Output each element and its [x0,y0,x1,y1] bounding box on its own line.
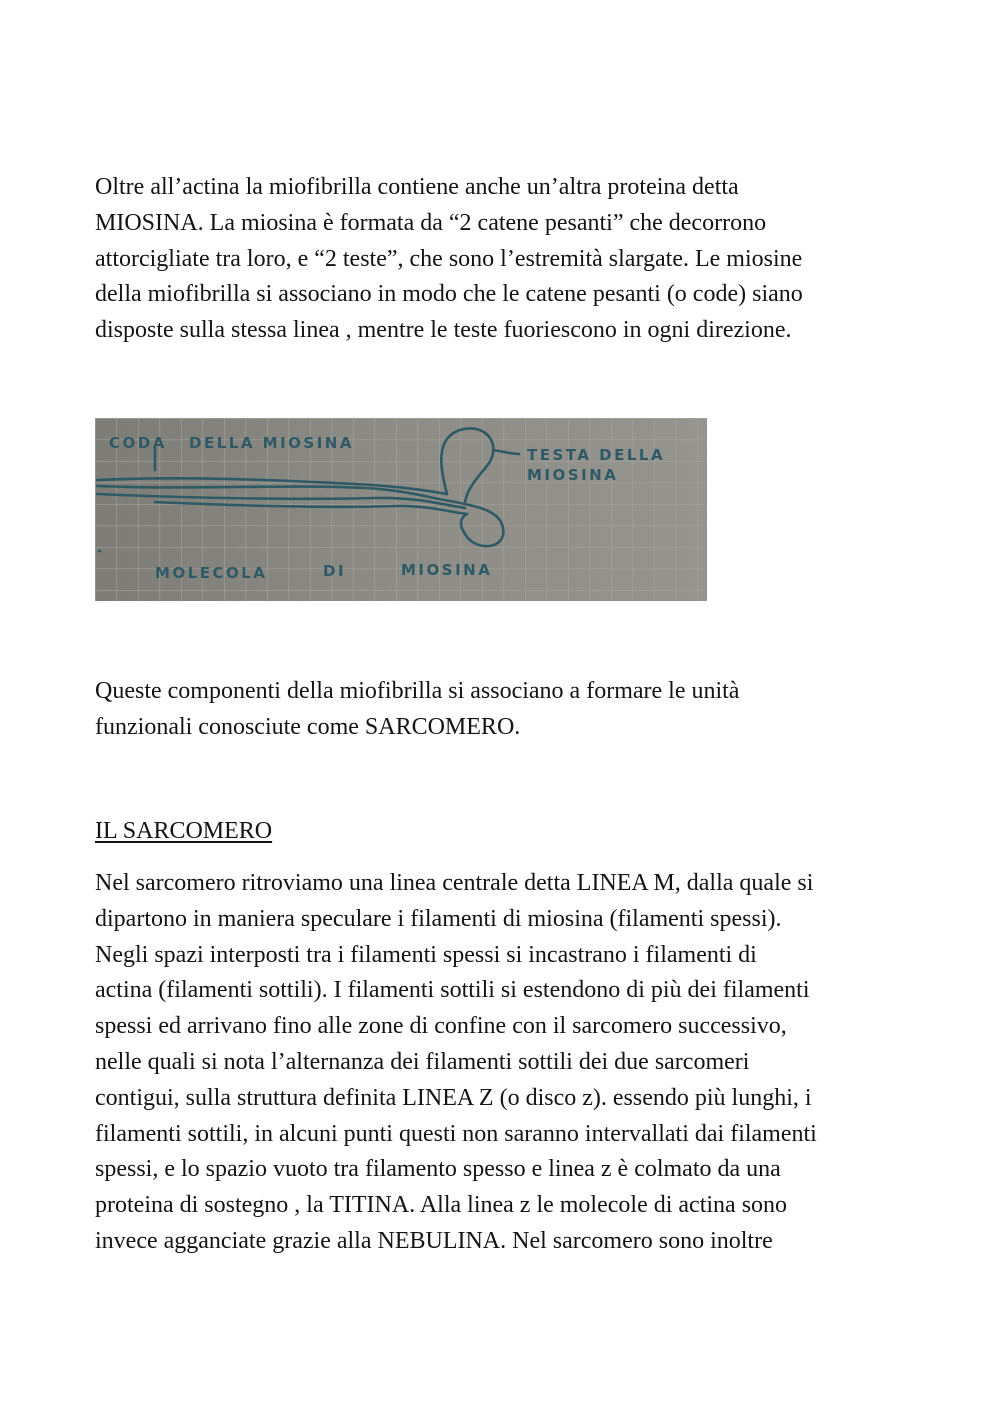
myosin-sketch-drawing [95,418,707,601]
text-line: disposte sulla stessa linea , mentre le teste fuoriescono in ogni direzione. [95,317,792,344]
sketch-label-coda: CODA [109,434,167,452]
text-line: actina (filamenti sottili). I filamenti sottili si estendono di più dei filamenti [95,977,810,1004]
text-line: Oltre all’actina la miofibrilla contiene anche un’altra proteina detta [95,174,739,200]
paragraph-myosin [95,170,925,349]
myosin-sketch-image [95,418,707,601]
text-line: proteina di sostegno , la TITINA. Alla linea z le molecole di actina sono [95,1192,788,1219]
text-line: spessi ed arrivano fino alle zone di confine con il sarcomero successivo, [95,1013,787,1040]
text-line: spessi, e lo spazio vuoto tra filamento spesso e linea z è colmato da una [95,1156,781,1183]
text-line: MIOSINA. La miosina è formata da “2 catene pesanti” che decorrono [95,209,767,236]
sketch-label-di: DI [323,562,347,580]
text-line: attorcigliate tra loro, e “2 teste”, che sono l’estremità slargate. Le miosine [95,245,803,272]
text-line: Nel sarcomero ritroviamo una linea centrale detta LINEA M, dalla quale si [95,870,814,896]
paragraph-sarcomere [95,866,925,1260]
text-line: contigui, sulla struttura definita LINEA Z (o disco z). essendo più lunghi, i [95,1084,812,1111]
text-line: invece agganciate grazie alla NEBULINA. Nel sarcomero sono inoltre [95,1227,773,1254]
text-line: nelle quali si nota l’alternanza dei filamenti sottili dei due sarcomeri [95,1048,750,1075]
text-line: Queste componenti della miofibrilla si associano a formare le unità [95,678,740,704]
sketch-label-della-miosina: DELLA MIOSINA [189,434,354,452]
sketch-label-miosina-bottom: MIOSINA [401,561,493,579]
text-line: dipartono in maniera speculare i filamenti di miosina (filamenti spessi). [95,905,782,932]
sketch-label-testa-della: TESTA DELLA [527,446,666,464]
sketch-label-miosina-head: MIOSINA [527,466,619,484]
text-line: funzionali conosciute come SARCOMERO. [95,713,521,740]
text-line: Negli spazi interposti tra i filamenti spessi si incastrano i filamenti di [95,941,757,968]
text-line: filamenti sottili, in alcuni punti questi non saranno intervallati dai filamenti [95,1120,817,1147]
paragraph-sarcomere-intro [95,674,925,746]
text-line: della miofibrilla si associano in modo che le catene pesanti (o code) siano [95,281,803,308]
section-heading: IL SARCOMERO [95,818,273,844]
sketch-label-molecola: MOLECOLA [155,564,268,582]
